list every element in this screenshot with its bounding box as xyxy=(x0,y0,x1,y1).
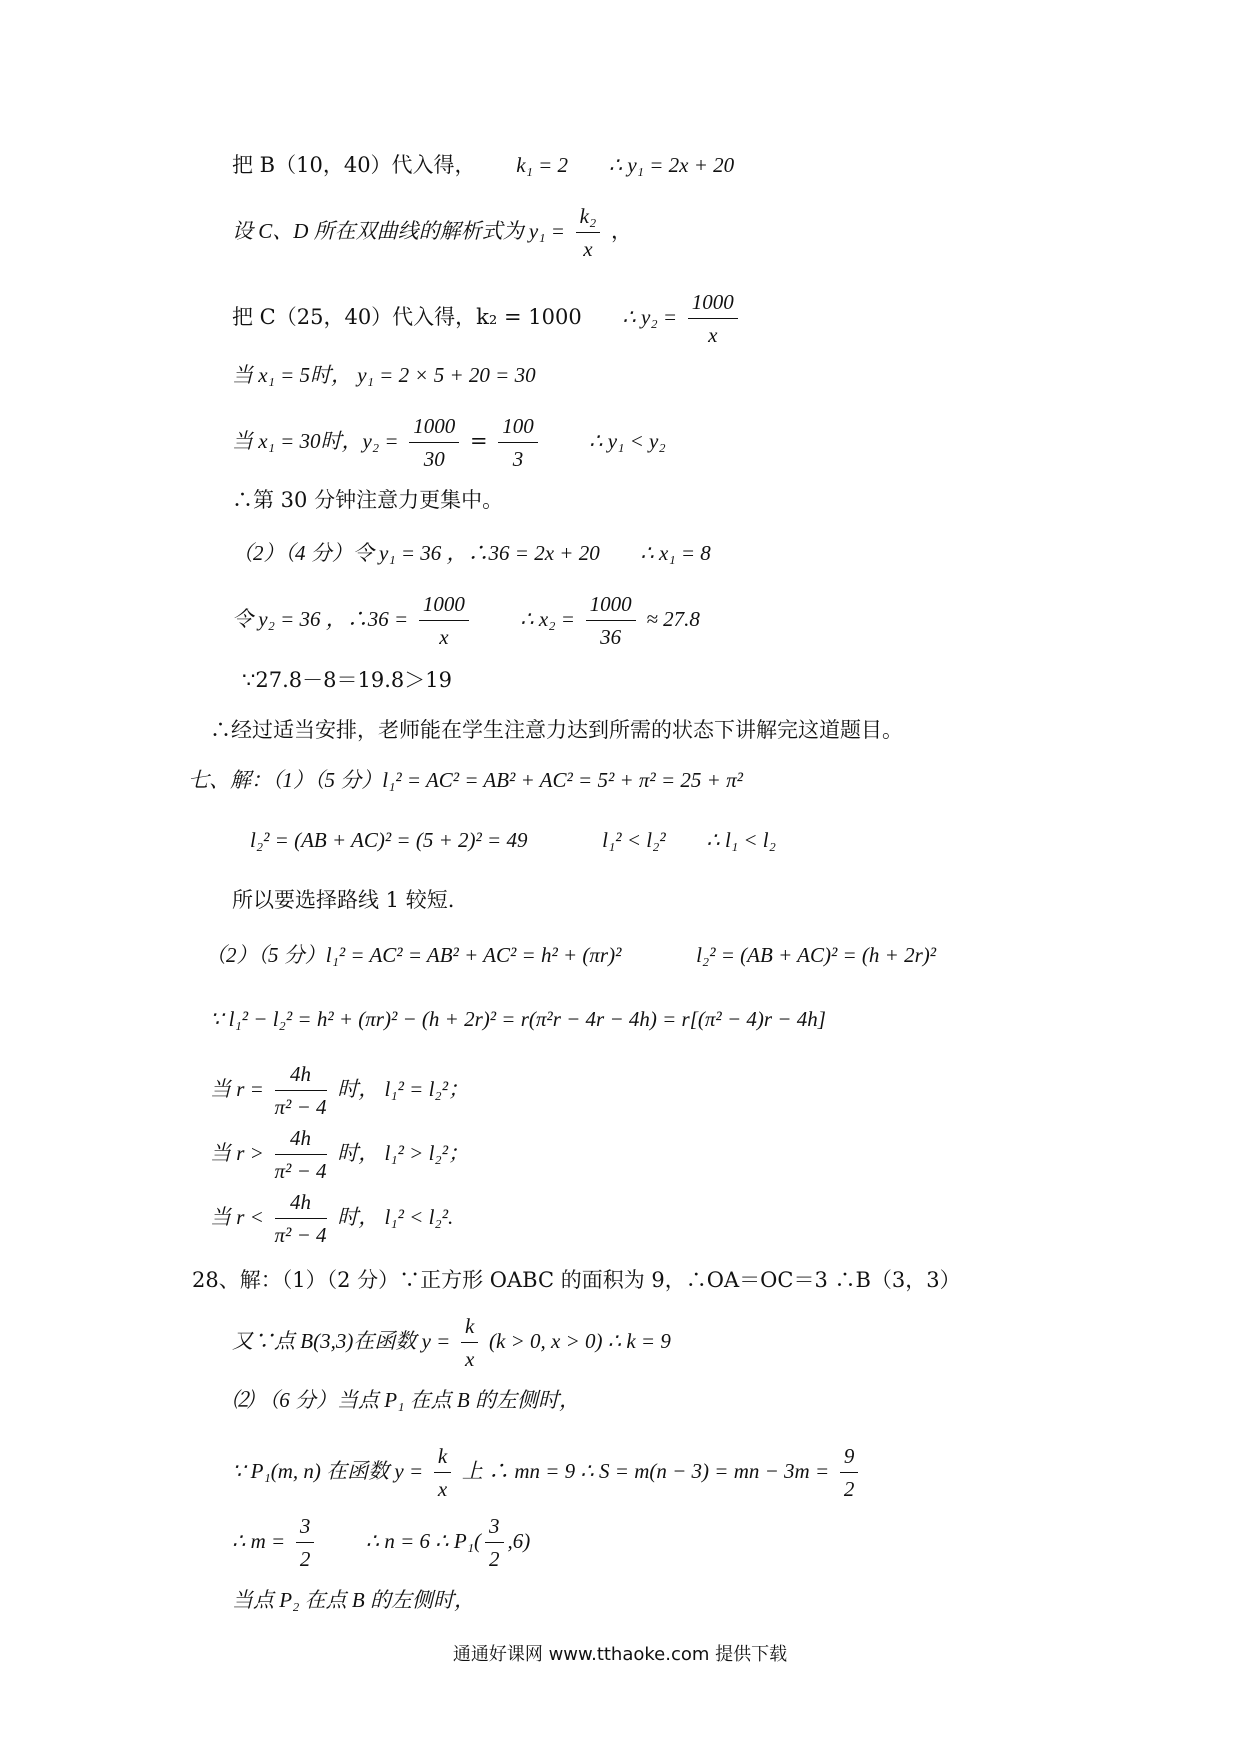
text: 所以要选择路线 1 较短. xyxy=(232,888,455,912)
denominator: x xyxy=(439,625,449,649)
fraction xyxy=(434,1440,451,1505)
text: ∵27.8－8＝19.8＞19 xyxy=(242,668,452,692)
text: 时， l₁² > l₂²； xyxy=(337,1141,470,1165)
fraction xyxy=(688,286,738,351)
numerator: 1000 xyxy=(688,286,738,319)
formula: ,6) xyxy=(507,1529,531,1553)
denominator: π² − 4 xyxy=(274,1159,327,1183)
numerator: 4h xyxy=(275,1058,327,1091)
text: ∴ m = xyxy=(232,1529,286,1553)
formula: ∴ y₁ = 2x + 20 xyxy=(608,153,735,177)
text: 当 r < xyxy=(210,1205,264,1229)
text: ， xyxy=(610,219,632,243)
fraction xyxy=(296,1510,315,1575)
formula: 上 ∴ mn = 9 ∴ S = m(n − 3) = mn − 3m = xyxy=(461,1459,830,1483)
fraction xyxy=(275,1122,327,1187)
text: 当 r > xyxy=(210,1141,264,1165)
line-2 xyxy=(232,200,632,265)
denominator: 2 xyxy=(299,1547,311,1571)
numerator: k xyxy=(461,1310,478,1343)
denominator: π² − 4 xyxy=(274,1223,327,1247)
line-22 xyxy=(232,1440,862,1505)
formula: （2）（5 分）l₁² = AC² = AB² + AC² = h² + (πr)² xyxy=(205,943,622,967)
fraction xyxy=(586,588,636,653)
fraction xyxy=(498,410,538,475)
text: ∴经过适当安排，老师能在学生注意力达到所需的状态下讲解完这道题目。 xyxy=(210,718,903,742)
text: 把 C（25，40）代入得，k₂ = 1000 xyxy=(232,305,582,329)
fraction xyxy=(275,1186,327,1251)
denominator: π² − 4 xyxy=(274,1095,327,1119)
numerator: 1000 xyxy=(419,588,469,621)
fraction xyxy=(840,1440,859,1505)
line-21 xyxy=(232,1385,580,1415)
text: 设 C、D 所在双曲线的解析式为 y₁ = xyxy=(232,219,565,243)
formula: l₁² < l₂² xyxy=(602,828,666,852)
line-12 xyxy=(250,825,776,855)
line-15 xyxy=(210,1004,826,1034)
text: 当点 P₂ 在点 B 的左侧时， xyxy=(232,1588,475,1612)
denominator: 30 xyxy=(423,447,445,471)
line-6 xyxy=(232,485,503,515)
numerator: 4h xyxy=(275,1122,327,1155)
text: ∴第 30 分钟注意力更集中。 xyxy=(232,488,504,512)
line-7 xyxy=(232,538,711,568)
line-14 xyxy=(205,940,936,970)
fraction xyxy=(409,410,459,475)
text: 又∵点 B(3,3)在函数 y = xyxy=(232,1329,451,1353)
denominator: x xyxy=(583,237,593,261)
line-17 xyxy=(210,1122,469,1187)
line-16 xyxy=(210,1058,469,1123)
text: 当 r = xyxy=(210,1077,264,1101)
numerator: 1000 xyxy=(586,588,636,621)
numerator: 3 xyxy=(485,1510,504,1543)
line-10 xyxy=(210,715,903,745)
line-11 xyxy=(188,765,743,795)
line-19 xyxy=(192,1265,961,1295)
denominator: 2 xyxy=(843,1477,855,1501)
formula: l₂² = (AB + AC)² = (5 + 2)² = 49 xyxy=(250,828,528,852)
fraction xyxy=(576,200,601,265)
numerator: 100 xyxy=(498,410,538,443)
formula: 当 x₁ = 5时， y₁ = 2 × 5 + 20 = 30 xyxy=(232,363,536,387)
line-4 xyxy=(232,360,536,390)
formula: （2）（4 分）令 y₁ = 36 ，∴36 = 2x + 20 xyxy=(232,541,600,565)
formula: ∴ n = 6 ∴ P₁( xyxy=(365,1529,482,1553)
formula: k₁ = 2 xyxy=(516,153,569,177)
numerator: 3 xyxy=(296,1510,315,1543)
line-18 xyxy=(210,1186,453,1251)
line-1 xyxy=(232,150,734,180)
text: 时， l₁² = l₂²； xyxy=(337,1077,470,1101)
fraction xyxy=(485,1510,504,1575)
fraction xyxy=(461,1310,478,1375)
line-20 xyxy=(232,1310,671,1375)
fraction xyxy=(275,1058,327,1123)
formula: l₂² = (AB + AC)² = (h + 2r)² xyxy=(696,943,937,967)
formula: ∴ l₁ < l₂ xyxy=(706,828,776,852)
formula: 七、解：（1）（5 分）l₁² = AC² = AB² + AC² = 5² + π² = 25 + π² xyxy=(188,768,743,792)
denominator: x xyxy=(708,323,718,347)
numerator: k₂ xyxy=(576,200,601,233)
line-5 xyxy=(232,410,666,475)
text: 28、解：（1）（2 分）∵正方形 OABC 的面积为 9，∴OA＝OC＝3 ∴B（3，3） xyxy=(192,1268,961,1292)
denominator: x xyxy=(465,1347,475,1371)
numerator: k xyxy=(434,1440,451,1473)
numerator: 9 xyxy=(840,1440,859,1473)
line-23 xyxy=(232,1510,530,1575)
formula: ≈ 27.8 xyxy=(646,607,700,631)
numerator: 4h xyxy=(275,1186,327,1219)
formula: ∴ y₂ = xyxy=(622,305,678,329)
text: 把 B（10，40）代入得， xyxy=(232,153,476,177)
formula: (k > 0, x > 0) ∴ k = 9 xyxy=(489,1329,671,1353)
footer-credit: 通通好课网 www.tthaoke.com 提供下载 xyxy=(452,1644,788,1665)
fraction xyxy=(419,588,469,653)
numerator: 1000 xyxy=(409,410,459,443)
equals: = xyxy=(469,429,488,453)
text: 当 x₁ = 30时，y₂ = xyxy=(232,429,399,453)
denominator: 2 xyxy=(489,1547,500,1571)
text: 时， l₁² < l₂². xyxy=(337,1205,454,1229)
line-24 xyxy=(232,1585,475,1615)
text: ⑵ （6 分）当点 P₁ 在点 B 的左侧时， xyxy=(232,1388,580,1412)
formula: ∵ l₁² − l₂² = h² + (πr)² − (h + 2r)² = r(π²r − 4r − 4h) = r[(π² − 4)r − 4h] xyxy=(210,1007,826,1031)
formula: ∴ y₁ < y₂ xyxy=(589,429,666,453)
line-8 xyxy=(232,588,700,653)
text: 令 y₂ = 36 ，∴36 = xyxy=(232,607,409,631)
formula: ∴ x₁ = 8 xyxy=(640,541,711,565)
line-3 xyxy=(232,286,742,351)
denominator: 3 xyxy=(512,447,524,471)
line-9 xyxy=(242,665,452,695)
text: ∵ P₁(m, n) 在函数 y = xyxy=(232,1459,424,1483)
line-13 xyxy=(232,885,454,915)
formula: ∴ x₂ = xyxy=(520,607,575,631)
denominator: x xyxy=(437,1477,448,1501)
denominator: 36 xyxy=(600,625,622,649)
